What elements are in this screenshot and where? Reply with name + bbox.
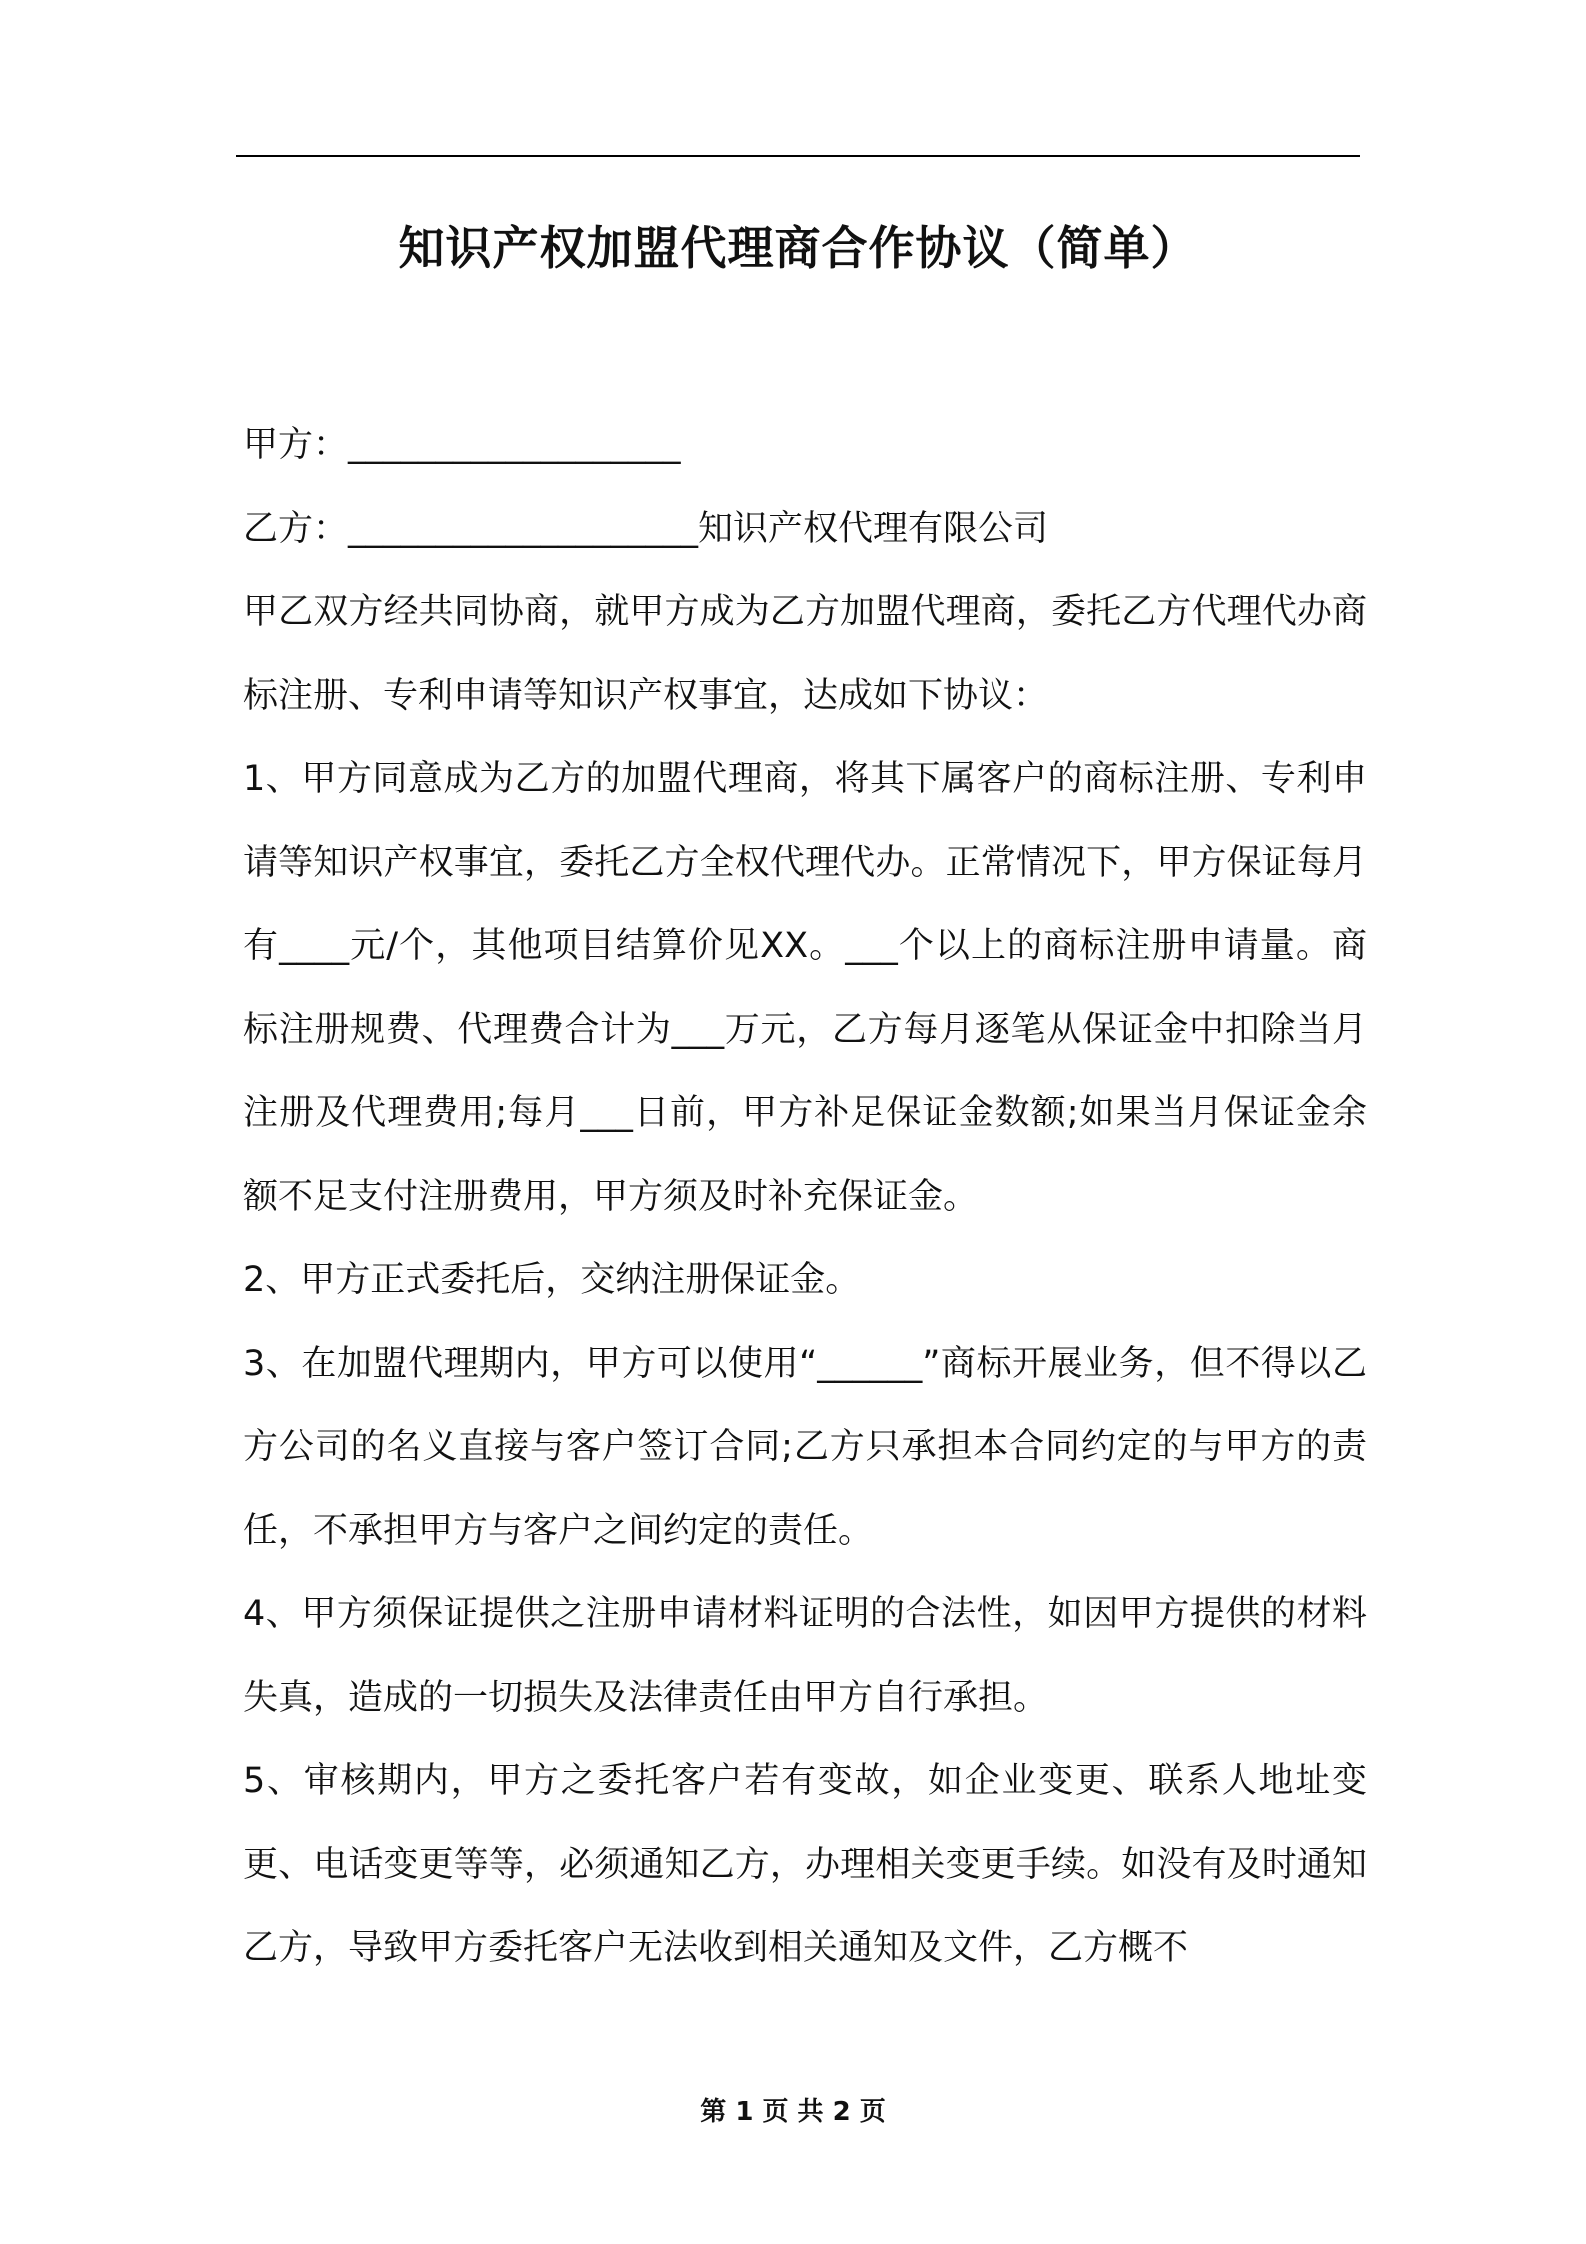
clause-2: 2、甲方正式委托后，交纳注册保证金。: [243, 1260, 861, 1300]
clause-4: 4、甲方须保证提供之注册申请材料证明的合法性，如因甲方提供的材料失真，造成的一切损失及法律责任由甲方自行承担。: [243, 1594, 1367, 1718]
party-b-line: 乙方：____________________知识产权代理有限公司: [243, 508, 1049, 549]
intro-paragraph: 甲乙双方经共同协商，就甲方成为乙方加盟代理商，委托乙方代理代办商标注册、专利申请等知识产权事宜，达成如下协议：: [243, 592, 1367, 716]
page-footer: 第 1 页 共 2 页: [700, 2097, 886, 2127]
document-title: 知识产权加盟代理商合作协议（简单）: [398, 221, 1198, 275]
document-body: [243, 404, 1367, 1991]
clause-5: 5、审核期内，甲方之委托客户若有变故，如企业变更、联系人地址变更、电话变更等等，必须通知乙方，办理相关变更手续。如没有及时通知乙方，导致甲方委托客户无法收到相关通知及文件，乙方概不: [243, 1761, 1367, 1968]
party-a-line: 甲方：___________________: [243, 425, 681, 465]
clause-3: 3、在加盟代理期内，甲方可以使用“______”商标开展业务，但不得以乙方公司的名义直接与客户签订合同;乙方只承担本合同约定的与甲方的责任，不承担甲方与客户之间约定的责任。: [243, 1343, 1367, 1551]
clause-1: 1、甲方同意成为乙方的加盟代理商，将其下属客户的商标注册、专利申请等知识产权事宜，委托乙方全权代理代办。正常情况下，甲方保证每月有____元/个，其他项目结算价见XX。___个以上的商标注册申请量。商标注册规费、代理费合计为___万元，乙方每月逐笔从保证金中扣除当月注册及代理费用;每月___日前，甲方补足保证金数额;如果当月保证金余额不足支付注册费用，甲方须及时补充保证金。: [243, 759, 1367, 1217]
header-rule: [236, 155, 1360, 157]
